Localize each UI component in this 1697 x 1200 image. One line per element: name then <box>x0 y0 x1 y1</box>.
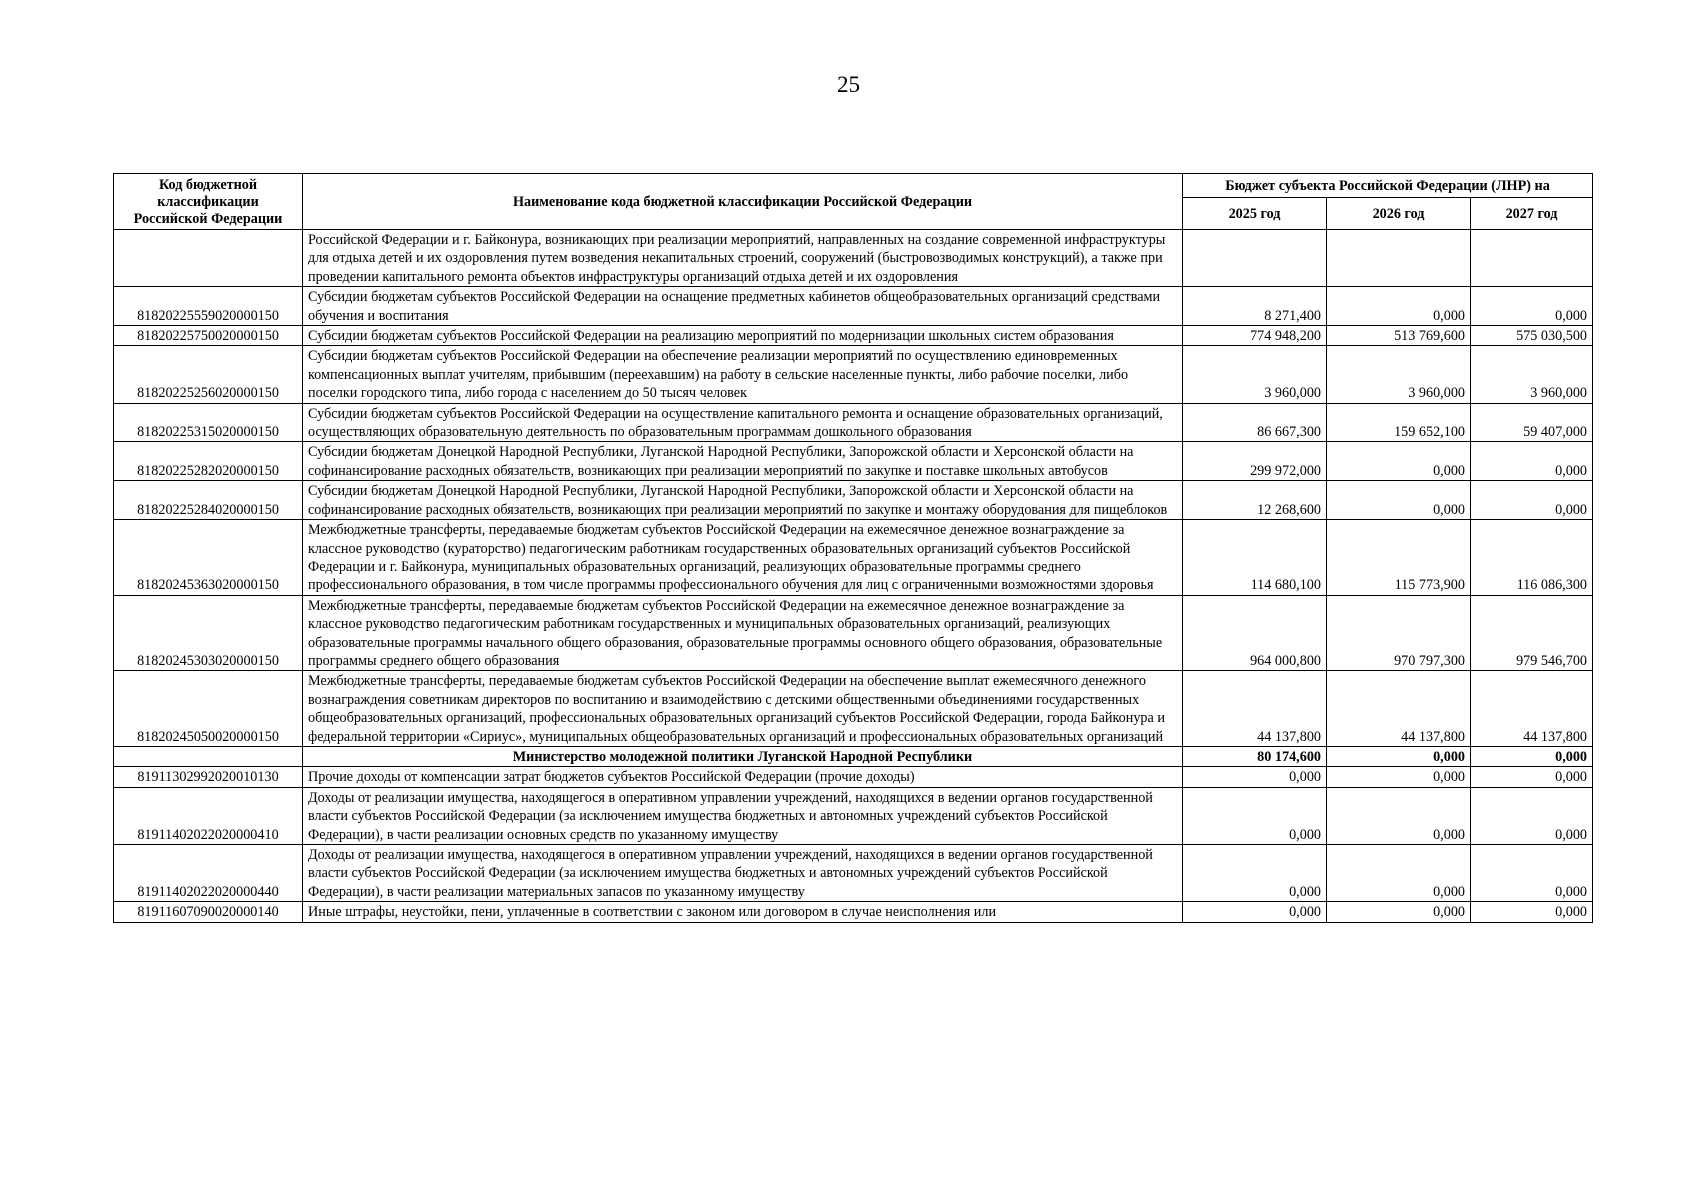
name-cell: Министерство молодежной политики Луганской Народной Республики <box>303 746 1183 766</box>
header-year-2027: 2027 год <box>1471 198 1593 230</box>
value-2025-cell: 0,000 <box>1183 845 1327 902</box>
value-2027-cell: 0,000 <box>1471 787 1593 844</box>
name-cell: Межбюджетные трансферты, передаваемые бюджетам субъектов Российской Федерации на ежемесячное денежное вознаграждение за классное руководство педагогическим работникам государственных и муниципальных образовательных организаций, реализующих образовательные программы начального общего образования, образовательные программы основного общего образования, образовательные программы среднего общего образования <box>303 595 1183 671</box>
table-row <box>114 787 1593 844</box>
value-2025-cell: 774 948,200 <box>1183 326 1327 346</box>
value-2025-cell: 12 268,600 <box>1183 481 1327 520</box>
table-row <box>114 902 1593 922</box>
code-cell: 81820225559020000150 <box>114 287 303 326</box>
name-cell: Межбюджетные трансферты, передаваемые бюджетам субъектов Российской Федерации на ежемесячное денежное вознаграждение за классное руководство (кураторство) педагогическим работникам государственных образовательных организаций субъектов Российской Федерации и г. Байконура, муниципальных образовательных организаций, реализующих образовательные программы среднего профессионального образования, в том числе программы профессионального обучения для лиц с ограниченными возможностями здоровья <box>303 520 1183 596</box>
table-row <box>114 442 1593 481</box>
value-2025-cell: 86 667,300 <box>1183 403 1327 442</box>
code-cell: 81820225282020000150 <box>114 442 303 481</box>
value-2026-cell: 3 960,000 <box>1327 346 1471 403</box>
header-name: Наименование кода бюджетной классификации Российской Федерации <box>303 174 1183 230</box>
page-number: 25 <box>837 72 860 97</box>
value-2026-cell: 115 773,900 <box>1327 520 1471 596</box>
value-2025-cell: 0,000 <box>1183 787 1327 844</box>
value-2026-cell: 0,000 <box>1327 845 1471 902</box>
value-2026-cell: 0,000 <box>1327 442 1471 481</box>
value-2026-cell <box>1327 230 1471 287</box>
name-cell: Субсидии бюджетам Донецкой Народной Республики, Луганской Народной Республики, Запорожской области и Херсонской области на софинансирование расходных обязательств, возникающих при реализации мероприятий по закупке и монтажу оборудования для пищеблоков <box>303 481 1183 520</box>
header-code: Код бюджетной классификации Российской Федерации <box>114 174 303 230</box>
code-cell: 81911302992020010130 <box>114 767 303 787</box>
code-cell: 81820225256020000150 <box>114 346 303 403</box>
code-cell: 81911402022020000440 <box>114 845 303 902</box>
name-cell: Доходы от реализации имущества, находящегося в оперативном управлении учреждений, находящихся в ведении органов государственной власти субъектов Российской Федерации (за исключением имущества бюджетных и автономных учреждений субъектов Российской Федерации), в части реализации основных средств по указанному имуществу <box>303 787 1183 844</box>
table-row <box>114 595 1593 671</box>
code-cell: 81820245303020000150 <box>114 595 303 671</box>
value-2025-cell: 3 960,000 <box>1183 346 1327 403</box>
value-2025-cell: 299 972,000 <box>1183 442 1327 481</box>
value-2026-cell: 0,000 <box>1327 481 1471 520</box>
value-2027-cell: 0,000 <box>1471 902 1593 922</box>
name-cell: Доходы от реализации имущества, находящегося в оперативном управлении учреждений, находящихся в ведении органов государственной власти субъектов Российской Федерации (за исключением имущества бюджетных и автономных учреждений субъектов Российской Федерации), в части реализации материальных запасов по указанному имуществу <box>303 845 1183 902</box>
table-row <box>114 845 1593 902</box>
value-2025-cell: 964 000,800 <box>1183 595 1327 671</box>
table-row <box>114 767 1593 787</box>
value-2027-cell: 0,000 <box>1471 287 1593 326</box>
value-2027-cell: 44 137,800 <box>1471 671 1593 747</box>
name-cell: Субсидии бюджетам субъектов Российской Федерации на осуществление капитального ремонта и оснащение образовательных организаций, осуществляющих образовательную деятельность по образовательным программам дошкольного образования <box>303 403 1183 442</box>
name-cell: Субсидии бюджетам субъектов Российской Федерации на обеспечение реализации мероприятий по осуществлению единовременных компенсационных выплат учителям, прибывшим (переехавшим) на работу в сельские населенные пункты, либо рабочие поселки, либо поселки городского типа, либо города с населением до 50 тысяч человек <box>303 346 1183 403</box>
value-2026-cell: 0,000 <box>1327 767 1471 787</box>
code-cell: 81820225284020000150 <box>114 481 303 520</box>
value-2025-cell: 44 137,800 <box>1183 671 1327 747</box>
value-2027-cell: 0,000 <box>1471 845 1593 902</box>
value-2026-cell: 0,000 <box>1327 746 1471 766</box>
name-cell: Субсидии бюджетам субъектов Российской Федерации на оснащение предметных кабинетов общеобразовательных организаций средствами обучения и воспитания <box>303 287 1183 326</box>
value-2026-cell: 0,000 <box>1327 287 1471 326</box>
section-row <box>114 746 1593 766</box>
value-2026-cell: 159 652,100 <box>1327 403 1471 442</box>
value-2025-cell <box>1183 230 1327 287</box>
table-row <box>114 671 1593 747</box>
table-row <box>114 403 1593 442</box>
table-row <box>114 481 1593 520</box>
name-cell: Субсидии бюджетам Донецкой Народной Республики, Луганской Народной Республики, Запорожской области и Херсонской области на софинансирование расходных обязательств, возникающих при реализации мероприятий по закупке и поставке школьных автобусов <box>303 442 1183 481</box>
code-cell <box>114 746 303 766</box>
value-2025-cell: 8 271,400 <box>1183 287 1327 326</box>
budget-table <box>113 173 1593 923</box>
name-cell: Прочие доходы от компенсации затрат бюджетов субъектов Российской Федерации (прочие доходы) <box>303 767 1183 787</box>
header-year-2026: 2026 год <box>1327 198 1471 230</box>
name-cell: Субсидии бюджетам субъектов Российской Федерации на реализацию мероприятий по модернизации школьных систем образования <box>303 326 1183 346</box>
name-cell: Российской Федерации и г. Байконура, возникающих при реализации мероприятий, направленных на создание современной инфраструктуры для отдыха детей и их оздоровления путем возведения некапитальных строений, сооружений (быстровозводимых конструкций), а также при проведении капитального ремонта объектов инфраструктуры организаций отдыха детей и их оздоровления <box>303 230 1183 287</box>
value-2027-cell: 3 960,000 <box>1471 346 1593 403</box>
value-2025-cell: 114 680,100 <box>1183 520 1327 596</box>
value-2027-cell: 59 407,000 <box>1471 403 1593 442</box>
code-cell: 81911402022020000410 <box>114 787 303 844</box>
value-2027-cell: 0,000 <box>1471 442 1593 481</box>
value-2027-cell: 0,000 <box>1471 767 1593 787</box>
value-2025-cell: 80 174,600 <box>1183 746 1327 766</box>
table-row <box>114 230 1593 287</box>
table-row <box>114 520 1593 596</box>
value-2025-cell: 0,000 <box>1183 767 1327 787</box>
code-cell: 81820245050020000150 <box>114 671 303 747</box>
value-2025-cell: 0,000 <box>1183 902 1327 922</box>
table-row <box>114 326 1593 346</box>
value-2027-cell: 575 030,500 <box>1471 326 1593 346</box>
value-2027-cell <box>1471 230 1593 287</box>
value-2027-cell: 0,000 <box>1471 746 1593 766</box>
value-2027-cell: 979 546,700 <box>1471 595 1593 671</box>
value-2026-cell: 970 797,300 <box>1327 595 1471 671</box>
table-row <box>114 346 1593 403</box>
code-cell: 81820225750020000150 <box>114 326 303 346</box>
table-row <box>114 287 1593 326</box>
value-2026-cell: 513 769,600 <box>1327 326 1471 346</box>
name-cell: Межбюджетные трансферты, передаваемые бюджетам субъектов Российской Федерации на обеспечение выплат ежемесячного денежного вознаграждения советникам директоров по воспитанию и взаимодействию с детскими общественными объединениями государственных общеобразовательных организаций, профессиональных образовательных организаций субъектов Российской Федерации, города Байконура и федеральной территории «Сириус», муниципальных общеобразовательных организаций и профессиональных образовательных организаций <box>303 671 1183 747</box>
code-cell: 81820245363020000150 <box>114 520 303 596</box>
code-cell <box>114 230 303 287</box>
value-2027-cell: 116 086,300 <box>1471 520 1593 596</box>
code-cell: 81820225315020000150 <box>114 403 303 442</box>
value-2026-cell: 44 137,800 <box>1327 671 1471 747</box>
value-2026-cell: 0,000 <box>1327 787 1471 844</box>
value-2027-cell: 0,000 <box>1471 481 1593 520</box>
code-cell: 81911607090020000140 <box>114 902 303 922</box>
header-year-2025: 2025 год <box>1183 198 1327 230</box>
header-budget: Бюджет субъекта Российской Федерации (ЛНР) на <box>1183 174 1593 198</box>
name-cell: Иные штрафы, неустойки, пени, уплаченные в соответствии с законом или договором в случае неисполнения или <box>303 902 1183 922</box>
value-2026-cell: 0,000 <box>1327 902 1471 922</box>
